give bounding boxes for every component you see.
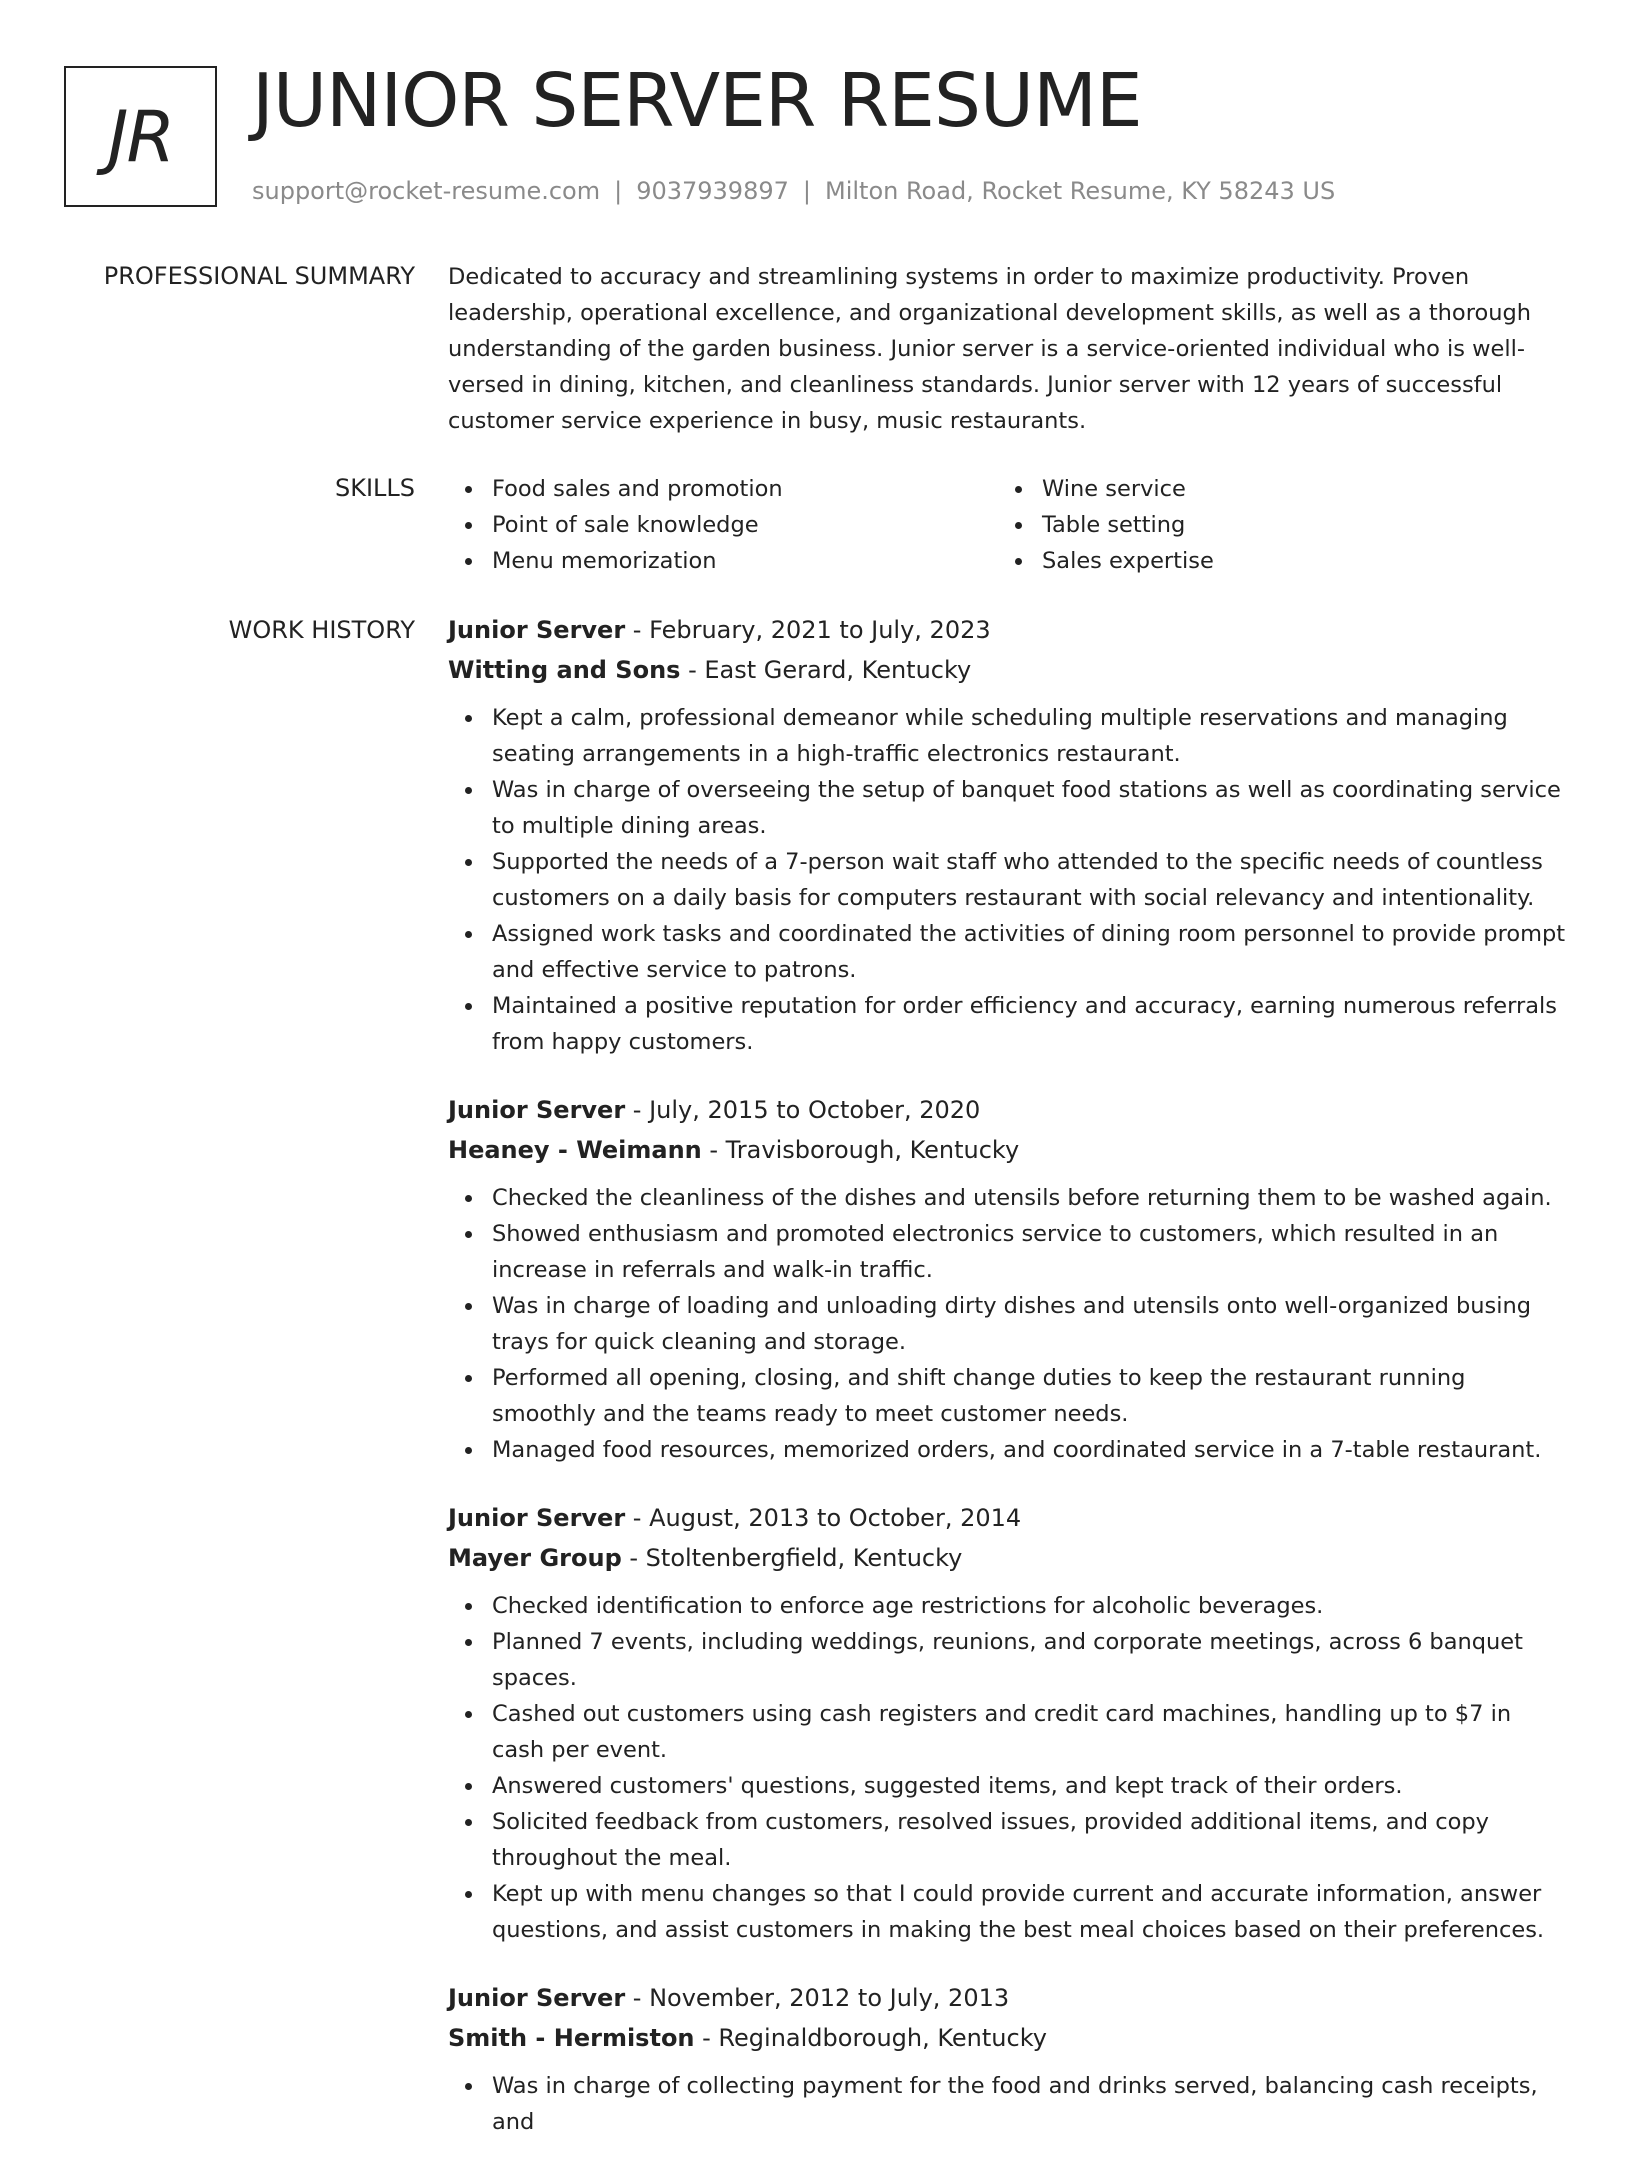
job-bullet: Managed food resources, memorized orders, and coordinated service in a 7-table restaurant. bbox=[448, 1432, 1568, 1468]
job-company: Smith - Hermiston bbox=[448, 2024, 695, 2052]
job-title: Junior Server bbox=[448, 1984, 626, 2012]
contact-address: Milton Road, Rocket Resume, KY 58243 US bbox=[824, 177, 1336, 205]
job-company: Heaney - Weimann bbox=[448, 1136, 702, 1164]
job-title: Junior Server bbox=[448, 1096, 626, 1124]
skill-item: Table setting bbox=[998, 507, 1548, 543]
job-bullets bbox=[448, 1588, 1568, 1948]
skill-item: Menu memorization bbox=[448, 543, 998, 579]
job-bullet: Was in charge of collecting payment for the food and drinks served, balancing cash receipts, and bbox=[448, 2068, 1568, 2140]
resume-title: JUNIOR SERVER RESUME bbox=[252, 58, 1142, 144]
work-history-label: WORK HISTORY bbox=[228, 616, 415, 644]
job-bullet: Checked identification to enforce age restrictions for alcoholic beverages. bbox=[448, 1588, 1568, 1624]
contact-separator: | bbox=[614, 177, 623, 205]
skills-list bbox=[448, 471, 1568, 579]
job-bullet: Assigned work tasks and coordinated the activities of dining room personnel to provide prompt and effective service to patrons. bbox=[448, 916, 1568, 988]
job-bullets bbox=[448, 700, 1568, 1060]
skill-item: Point of sale knowledge bbox=[448, 507, 998, 543]
job-company: Witting and Sons bbox=[448, 656, 681, 684]
monogram-initials: JR bbox=[107, 95, 174, 178]
job-bullet: Performed all opening, closing, and shift change duties to keep the restaurant running smoothly and the teams ready to meet customer needs. bbox=[448, 1360, 1568, 1432]
contact-separator: | bbox=[802, 177, 811, 205]
job-bullet: Maintained a positive reputation for order efficiency and accuracy, earning numerous referrals from happy customers. bbox=[448, 988, 1568, 1060]
job-bullet: Supported the needs of a 7-person wait staff who attended to the specific needs of countless customers on a daily basis for computers restaurant with social relevancy and intentionality. bbox=[448, 844, 1568, 916]
skill-item: Wine service bbox=[998, 471, 1548, 507]
skills-label: SKILLS bbox=[334, 474, 415, 502]
job-title-line bbox=[448, 1498, 1568, 1538]
summary-section bbox=[448, 259, 1568, 439]
contact-phone: 9037939897 bbox=[636, 177, 789, 205]
job-location: - Travisborough, Kentucky bbox=[701, 1136, 1020, 1164]
job-bullets bbox=[448, 1180, 1568, 1468]
job-location: - East Gerard, Kentucky bbox=[680, 656, 972, 684]
job-bullet: Checked the cleanliness of the dishes and utensils before returning them to be washed again. bbox=[448, 1180, 1568, 1216]
job-bullet: Showed enthusiasm and promoted electronics service to customers, which resulted in an increase in referrals and walk-in traffic. bbox=[448, 1216, 1568, 1288]
summary-text: Dedicated to accuracy and streamlining systems in order to maximize productivity. Proven leadership, operational excellence, and organizational development skills, as well as a thorough understanding of the garden business. Junior server is a service-oriented individual who is well-versed in dining, kitchen, and cleanliness standards. Junior server with 12 years of successful customer service experience in busy, music restaurants. bbox=[448, 264, 1532, 434]
job-dates: - July, 2015 to October, 2020 bbox=[625, 1096, 981, 1124]
job-company-line bbox=[448, 1130, 1568, 1170]
job-dates: - August, 2013 to October, 2014 bbox=[625, 1504, 1022, 1532]
job-company-line bbox=[448, 650, 1568, 690]
job-bullets bbox=[448, 2068, 1568, 2140]
job-company-line bbox=[448, 1538, 1568, 1578]
job-bullet: Kept up with menu changes so that I could provide current and accurate information, answer questions, and assist customers in making the best meal choices based on their preferences. bbox=[448, 1876, 1568, 1948]
job-bullet: Cashed out customers using cash registers and credit card machines, handling up to $7 in cash per event. bbox=[448, 1696, 1568, 1768]
contact-email: support@rocket-resume.com bbox=[252, 177, 601, 205]
job-bullet: Was in charge of overseeing the setup of banquet food stations as well as coordinating service to multiple dining areas. bbox=[448, 772, 1568, 844]
job-bullet: Planned 7 events, including weddings, reunions, and corporate meetings, across 6 banquet spaces. bbox=[448, 1624, 1568, 1696]
job-bullet: Solicited feedback from customers, resolved issues, provided additional items, and copy throughout the meal. bbox=[448, 1804, 1568, 1876]
job-entry bbox=[448, 1978, 1568, 2140]
contact-line bbox=[252, 174, 1335, 208]
job-entry bbox=[448, 1498, 1568, 1948]
job-bullet: Was in charge of loading and unloading dirty dishes and utensils onto well-organized busing trays for quick cleaning and storage. bbox=[448, 1288, 1568, 1360]
job-entry bbox=[448, 1090, 1568, 1468]
job-dates: - February, 2021 to July, 2023 bbox=[625, 616, 991, 644]
job-bullet: Kept a calm, professional demeanor while scheduling multiple reservations and managing seating arrangements in a high-traffic electronics restaurant. bbox=[448, 700, 1568, 772]
job-entry bbox=[448, 610, 1568, 1060]
job-title: Junior Server bbox=[448, 1504, 626, 1532]
job-title: Junior Server bbox=[448, 616, 626, 644]
summary-label: PROFESSIONAL SUMMARY bbox=[103, 262, 415, 290]
monogram-box bbox=[64, 66, 217, 207]
work-history-section bbox=[448, 610, 1568, 2170]
job-title-line bbox=[448, 1978, 1568, 2018]
job-company: Mayer Group bbox=[448, 1544, 622, 1572]
job-location: - Stoltenbergfield, Kentucky bbox=[621, 1544, 963, 1572]
job-company-line bbox=[448, 2018, 1568, 2058]
skill-item: Food sales and promotion bbox=[448, 471, 998, 507]
job-title-line bbox=[448, 610, 1568, 650]
job-bullet: Answered customers' questions, suggested items, and kept track of their orders. bbox=[448, 1768, 1568, 1804]
skill-item: Sales expertise bbox=[998, 543, 1548, 579]
job-dates: - November, 2012 to July, 2013 bbox=[625, 1984, 1010, 2012]
job-title-line bbox=[448, 1090, 1568, 1130]
job-location: - Reginaldborough, Kentucky bbox=[694, 2024, 1047, 2052]
skills-section bbox=[448, 471, 1568, 579]
